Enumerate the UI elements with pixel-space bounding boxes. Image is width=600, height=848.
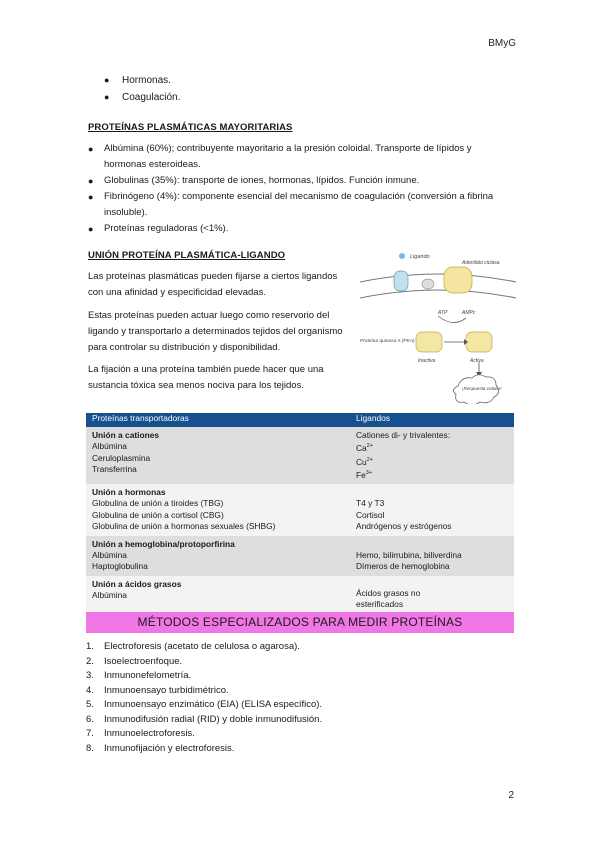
group-title: Unión a hormonas	[92, 487, 166, 498]
table-cell: Andrógenos y estrógenos	[356, 521, 452, 532]
list-item: ● Hormonas.	[104, 72, 180, 89]
g-protein-shape	[422, 279, 434, 289]
label-respuesta: ¡Respuesta celular!	[462, 386, 502, 391]
table-cell: Ácidos grasos no esterificados	[356, 587, 421, 610]
table-cell: Albúmina	[92, 590, 127, 601]
section-heading-protein-ligand: UNIÓN PROTEÍNA PLASMÁTICA-LIGANDO	[88, 250, 286, 261]
group-title: Unión a cationes	[92, 430, 160, 440]
list-item: 5. Inmunoensayo enzimático (EIA) (ELISA específico).	[86, 699, 323, 710]
adenylate-cyclase-shape	[444, 267, 472, 293]
page-header: BMyG	[488, 38, 516, 49]
list-item: ● Globulinas (35%): transporte de iones, hormonas, lípidos. Función inmune.	[88, 173, 508, 189]
table-cell: Globulina de unión a hormonas sexuales (SHBG)	[92, 521, 276, 532]
page-number: 2	[508, 790, 514, 801]
group-title: Unión a ácidos grasos	[92, 578, 182, 589]
bullet-icon: ●	[88, 176, 94, 186]
table-header-row	[86, 413, 514, 427]
table-group-row	[86, 484, 514, 536]
bullet-icon: ●	[104, 92, 110, 102]
list-item: ● Fibrinógeno (4%): componente esencial del mecanismo de coagulación (conversión a fibrina insoluble).	[88, 189, 508, 221]
pka-inactive-shape	[416, 332, 442, 352]
bullet-icon: ●	[88, 224, 94, 234]
table-group-row: Unión a cationes Albúmina Ceruloplasmina Transferrina Cationes di- y trivalentes: $Ca^{2+}$ $Cu^{2+}$ $Fe^{3+}$	[86, 427, 514, 484]
table-cell: Albúmina	[92, 550, 127, 561]
table-cell: Globulina de unión a tiroides (TBG)	[92, 498, 224, 509]
table-cell: Transferrina	[92, 464, 137, 475]
list-item: 8. Inmunofijación y electroforesis.	[86, 742, 235, 754]
column-header: Ligandos	[356, 413, 390, 423]
table-cell: Globulina de unión a cortisol (CBG)	[92, 509, 224, 520]
group-title: Unión a hemoglobina/protoporfirina	[92, 538, 235, 549]
atp-arrow	[438, 316, 466, 323]
table-cell: Ca	[356, 443, 367, 454]
label-activa: Activa	[470, 358, 484, 364]
list-item: 3. Inmunonefelometría.	[86, 670, 192, 681]
receptor-shape	[394, 271, 408, 291]
list-item: ● Proteínas reguladoras (<1%).	[88, 221, 508, 237]
bullet-icon: ●	[88, 144, 94, 154]
methods-list	[86, 640, 322, 756]
section-heading-plasma-proteins: PROTEÍNAS PLASMÁTICAS MAYORITARIAS	[88, 122, 293, 133]
label-amp: AMPc	[462, 310, 476, 316]
table-group-row	[86, 536, 514, 576]
table-cell: Cortisol	[356, 509, 385, 520]
table-cell: Albúmina	[92, 441, 127, 452]
bullet-icon: ●	[88, 192, 94, 202]
transport-proteins-table	[86, 413, 514, 614]
list-item: 6. Inmunodifusión radial (RID) y doble inmunodifusión.	[86, 713, 323, 725]
membrane-inner-line	[360, 290, 516, 298]
label-ligando: Ligando	[410, 254, 430, 260]
table-cell: Dímeros de hemoglobina	[356, 561, 450, 572]
list-item: ● Coagulación.	[104, 89, 180, 106]
paragraph: Estas proteínas pueden actuar luego como reservorio del ligando y transportarlo a determinados tejidos del organismo para controlar su distribución y disponibilidad.	[88, 310, 343, 353]
label-atp: ATP	[438, 310, 448, 316]
list-item: ● Albúmina (60%); contribuyente mayoritario a la presión coloidal. Transporte de lípidos y hormonas esteroideas.	[88, 141, 508, 173]
table-cell: Haptoglobulina	[92, 561, 148, 572]
list-item: 1. Electroforesis (acetato de celulosa o agarosa).	[86, 641, 300, 652]
ligand-dot	[399, 253, 405, 259]
table-cell: T4 y T3	[356, 498, 385, 509]
receptor-signaling-diagram	[358, 246, 518, 404]
top-bullet-list	[104, 72, 180, 106]
pka-active-shape	[466, 332, 492, 352]
table-cell: Cationes di- y trivalentes:	[356, 430, 451, 440]
table-cell: Ceruloplasmina	[92, 452, 151, 463]
plasma-protein-list	[88, 141, 508, 237]
membrane-outer-line	[360, 274, 516, 282]
table-cell: Fe	[356, 469, 366, 480]
bullet-icon: ●	[104, 75, 110, 85]
table-group-row	[86, 576, 514, 614]
column-header: Proteínas transportadoras	[92, 413, 189, 423]
list-item: 7. Inmunoelectroforesis.	[86, 728, 195, 739]
table-cell: Cu	[356, 456, 367, 467]
paragraph: La fijación a una proteína también puede hacer que una sustancia tóxica sea menos nociva para los tejidos.	[88, 364, 324, 391]
label-adenilato: Adenilato ciclasa	[462, 260, 500, 266]
paragraph: Las proteínas plasmáticas pueden fijarse a ciertos ligandos con una afinidad y especificidad elevadas.	[88, 271, 338, 298]
table-cell: Hemo, bilirrubina, biliverdina	[356, 550, 462, 561]
label-pka: Proteína quinasa A (PKA)	[360, 339, 415, 344]
list-item: 4. Inmunoensayo turbidimétrico.	[86, 684, 229, 696]
list-item: 2. Isoelectroenfoque.	[86, 655, 183, 667]
label-inactiva: Inactiva	[418, 358, 436, 364]
section-banner-methods: MÉTODOS ESPECIALIZADOS PARA MEDIR PROTEÍNAS	[86, 612, 514, 633]
